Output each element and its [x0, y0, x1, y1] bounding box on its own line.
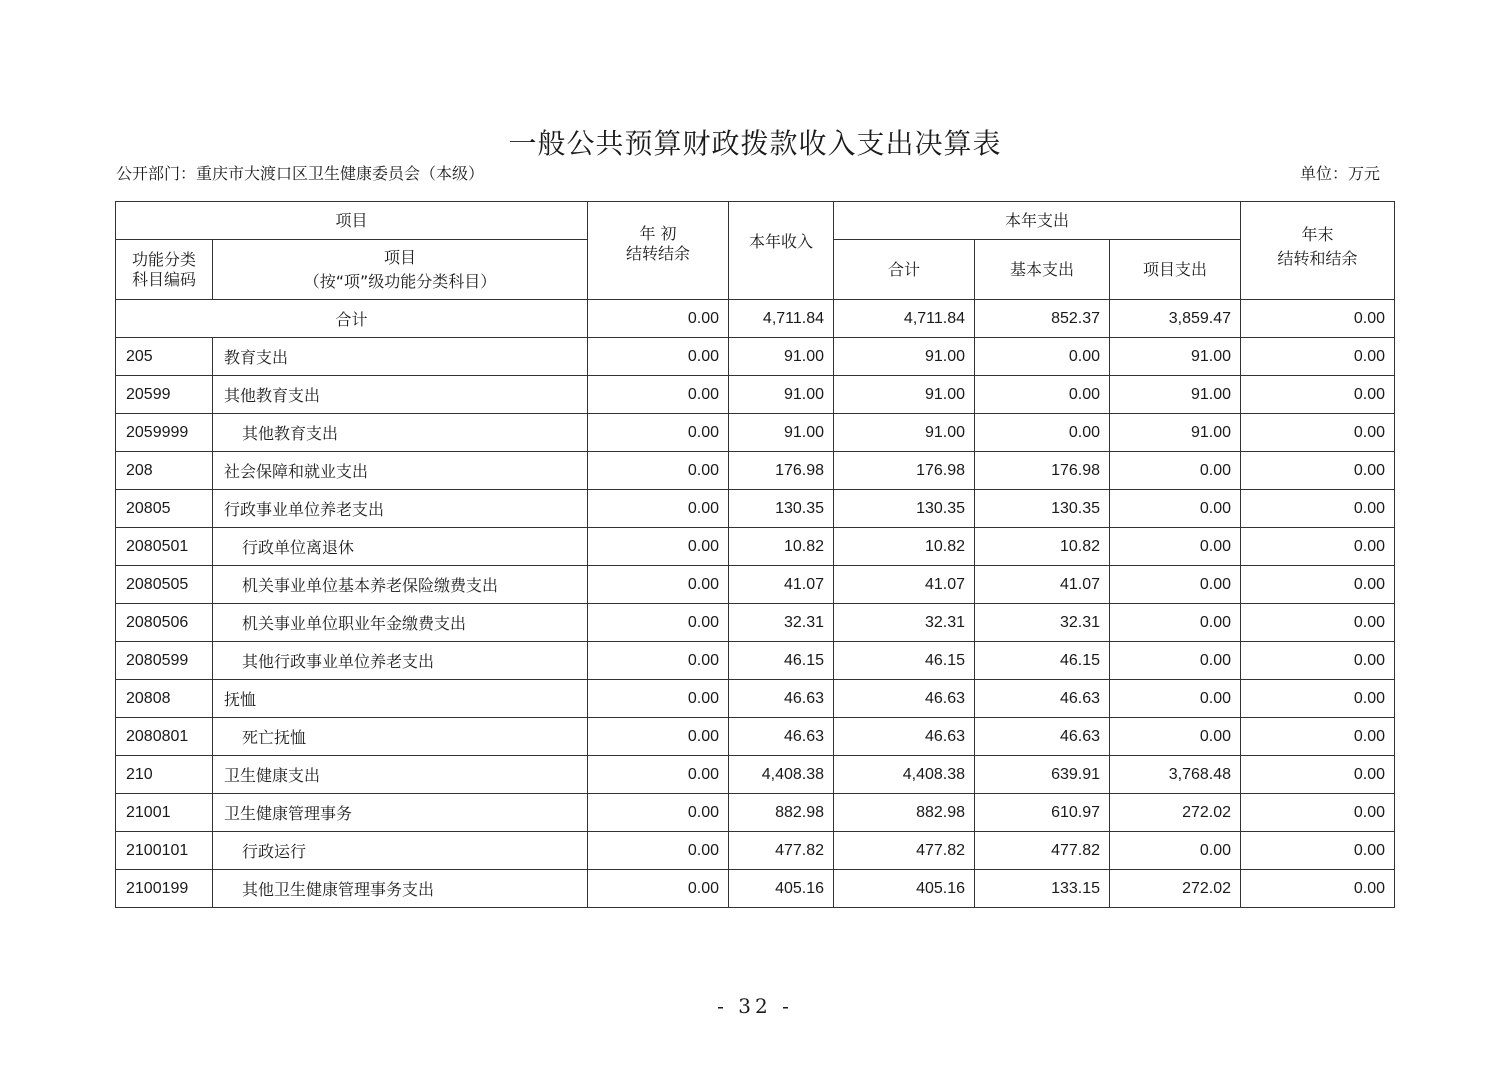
row-total: 46.63: [834, 680, 975, 718]
row-total: 91.00: [834, 338, 975, 376]
row-begin: 0.00: [588, 832, 729, 870]
row-project: 0.00: [1110, 566, 1241, 604]
row-code: 2080599: [116, 642, 213, 680]
row-basic: 176.98: [975, 452, 1110, 490]
header-income: 本年收入: [729, 202, 834, 300]
header-code: 功能分类 科目编码: [116, 240, 213, 300]
row-project: 272.02: [1110, 870, 1241, 908]
department-label: 公开部门：重庆市大渡口区卫生健康委员会（本级）: [116, 164, 485, 183]
row-begin: 0.00: [588, 756, 729, 794]
row-income: 10.82: [729, 528, 834, 566]
row-end: 0.00: [1241, 756, 1395, 794]
header-item-group: 项目: [116, 202, 588, 240]
row-income: 91.00: [729, 338, 834, 376]
row-name: 其他教育支出: [213, 414, 588, 452]
row-end: 0.00: [1241, 528, 1395, 566]
table-row: [116, 680, 1395, 718]
header-end-balance: 年末 结转和结余: [1241, 202, 1395, 300]
table-row: [116, 718, 1395, 756]
row-name: 卫生健康支出: [213, 756, 588, 794]
row-end: 0.00: [1241, 680, 1395, 718]
row-total: 4,408.38: [834, 756, 975, 794]
row-project: 0.00: [1110, 528, 1241, 566]
row-code: 210: [116, 756, 213, 794]
row-code: 2100199: [116, 870, 213, 908]
row-begin: 0.00: [588, 414, 729, 452]
row-code: 21001: [116, 794, 213, 832]
row-name: 卫生健康管理事务: [213, 794, 588, 832]
row-project: 0.00: [1110, 832, 1241, 870]
row-income: 405.16: [729, 870, 834, 908]
row-basic: 32.31: [975, 604, 1110, 642]
row-project: 0.00: [1110, 604, 1241, 642]
row-name: 行政运行: [213, 832, 588, 870]
row-begin: 0.00: [588, 452, 729, 490]
header-expense-group: 本年支出: [834, 202, 1241, 240]
row-end: 0.00: [1241, 832, 1395, 870]
row-basic: 130.35: [975, 490, 1110, 528]
row-begin: 0.00: [588, 490, 729, 528]
row-project: 272.02: [1110, 794, 1241, 832]
row-income: 91.00: [729, 376, 834, 414]
row-begin: 0.00: [588, 338, 729, 376]
row-end: 0.00: [1241, 604, 1395, 642]
row-name: 死亡抚恤: [213, 718, 588, 756]
header-basic: 基本支出: [975, 240, 1110, 300]
table-row: [116, 376, 1395, 414]
row-project: 0.00: [1110, 452, 1241, 490]
header-item: 项目 （按“项”级功能分类科目）: [213, 240, 588, 300]
header-project: 项目支出: [1110, 240, 1241, 300]
row-code: 2059999: [116, 414, 213, 452]
row-end: 0.00: [1241, 718, 1395, 756]
row-begin: 0.00: [588, 604, 729, 642]
row-basic: 46.63: [975, 718, 1110, 756]
table-row: [116, 414, 1395, 452]
row-name: 其他卫生健康管理事务支出: [213, 870, 588, 908]
row-total: 46.15: [834, 642, 975, 680]
row-income: 4,408.38: [729, 756, 834, 794]
row-basic: 0.00: [975, 376, 1110, 414]
row-income: 130.35: [729, 490, 834, 528]
row-total: 46.63: [834, 718, 975, 756]
total-basic: 852.37: [975, 300, 1110, 338]
unit-label: 单位：万元: [1300, 164, 1381, 183]
table-row: [116, 452, 1395, 490]
budget-table: [115, 201, 1395, 908]
row-begin: 0.00: [588, 376, 729, 414]
row-basic: 0.00: [975, 414, 1110, 452]
table-row: [116, 794, 1395, 832]
row-begin: 0.00: [588, 642, 729, 680]
table-row: [116, 756, 1395, 794]
total-label: 合计: [116, 300, 588, 338]
row-income: 32.31: [729, 604, 834, 642]
row-income: 91.00: [729, 414, 834, 452]
row-income: 41.07: [729, 566, 834, 604]
row-basic: 46.15: [975, 642, 1110, 680]
row-total: 41.07: [834, 566, 975, 604]
row-total: 10.82: [834, 528, 975, 566]
row-name: 机关事业单位基本养老保险缴费支出: [213, 566, 588, 604]
row-basic: 10.82: [975, 528, 1110, 566]
table-row: [116, 642, 1395, 680]
row-project: 0.00: [1110, 490, 1241, 528]
total-income: 4,711.84: [729, 300, 834, 338]
row-total: 32.31: [834, 604, 975, 642]
row-income: 176.98: [729, 452, 834, 490]
row-code: 2080506: [116, 604, 213, 642]
row-basic: 41.07: [975, 566, 1110, 604]
row-end: 0.00: [1241, 794, 1395, 832]
header-begin-balance: 年 初 结转结余: [588, 202, 729, 300]
page-number: - 32 -: [717, 994, 793, 1018]
row-code: 20808: [116, 680, 213, 718]
table-row: [116, 870, 1395, 908]
row-basic: 610.97: [975, 794, 1110, 832]
row-project: 0.00: [1110, 718, 1241, 756]
row-name: 行政事业单位养老支出: [213, 490, 588, 528]
row-code: 2080505: [116, 566, 213, 604]
row-code: 2080801: [116, 718, 213, 756]
total-total: 4,711.84: [834, 300, 975, 338]
row-basic: 639.91: [975, 756, 1110, 794]
row-begin: 0.00: [588, 680, 729, 718]
row-total: 130.35: [834, 490, 975, 528]
row-project: 91.00: [1110, 338, 1241, 376]
row-code: 20599: [116, 376, 213, 414]
total-project: 3,859.47: [1110, 300, 1241, 338]
row-end: 0.00: [1241, 870, 1395, 908]
row-project: 91.00: [1110, 414, 1241, 452]
total-row: [116, 300, 1395, 338]
row-name: 社会保障和就业支出: [213, 452, 588, 490]
row-total: 477.82: [834, 832, 975, 870]
row-end: 0.00: [1241, 414, 1395, 452]
total-begin: 0.00: [588, 300, 729, 338]
row-project: 91.00: [1110, 376, 1241, 414]
table-row: [116, 338, 1395, 376]
row-end: 0.00: [1241, 490, 1395, 528]
table-row: [116, 566, 1395, 604]
header-total: 合计: [834, 240, 975, 300]
row-project: 0.00: [1110, 680, 1241, 718]
row-basic: 0.00: [975, 338, 1110, 376]
row-end: 0.00: [1241, 642, 1395, 680]
row-income: 882.98: [729, 794, 834, 832]
row-basic: 477.82: [975, 832, 1110, 870]
table-row: [116, 604, 1395, 642]
row-name: 抚恤: [213, 680, 588, 718]
row-total: 91.00: [834, 376, 975, 414]
row-basic: 133.15: [975, 870, 1110, 908]
page-title: 一般公共预算财政拨款收入支出决算表: [508, 127, 1002, 160]
row-code: 208: [116, 452, 213, 490]
row-income: 46.63: [729, 680, 834, 718]
row-end: 0.00: [1241, 566, 1395, 604]
row-name: 教育支出: [213, 338, 588, 376]
row-project: 0.00: [1110, 642, 1241, 680]
row-end: 0.00: [1241, 376, 1395, 414]
row-end: 0.00: [1241, 338, 1395, 376]
row-begin: 0.00: [588, 718, 729, 756]
row-name: 行政单位离退休: [213, 528, 588, 566]
row-begin: 0.00: [588, 566, 729, 604]
row-code: 205: [116, 338, 213, 376]
row-code: 20805: [116, 490, 213, 528]
row-code: 2100101: [116, 832, 213, 870]
row-begin: 0.00: [588, 870, 729, 908]
row-total: 405.16: [834, 870, 975, 908]
row-name: 其他行政事业单位养老支出: [213, 642, 588, 680]
row-basic: 46.63: [975, 680, 1110, 718]
row-name: 机关事业单位职业年金缴费支出: [213, 604, 588, 642]
row-begin: 0.00: [588, 794, 729, 832]
row-income: 477.82: [729, 832, 834, 870]
row-total: 176.98: [834, 452, 975, 490]
row-total: 91.00: [834, 414, 975, 452]
total-end: 0.00: [1241, 300, 1395, 338]
row-begin: 0.00: [588, 528, 729, 566]
row-total: 882.98: [834, 794, 975, 832]
row-project: 3,768.48: [1110, 756, 1241, 794]
row-name: 其他教育支出: [213, 376, 588, 414]
table-row: [116, 528, 1395, 566]
row-income: 46.15: [729, 642, 834, 680]
row-code: 2080501: [116, 528, 213, 566]
row-end: 0.00: [1241, 452, 1395, 490]
row-income: 46.63: [729, 718, 834, 756]
table-row: [116, 490, 1395, 528]
table-row: [116, 832, 1395, 870]
